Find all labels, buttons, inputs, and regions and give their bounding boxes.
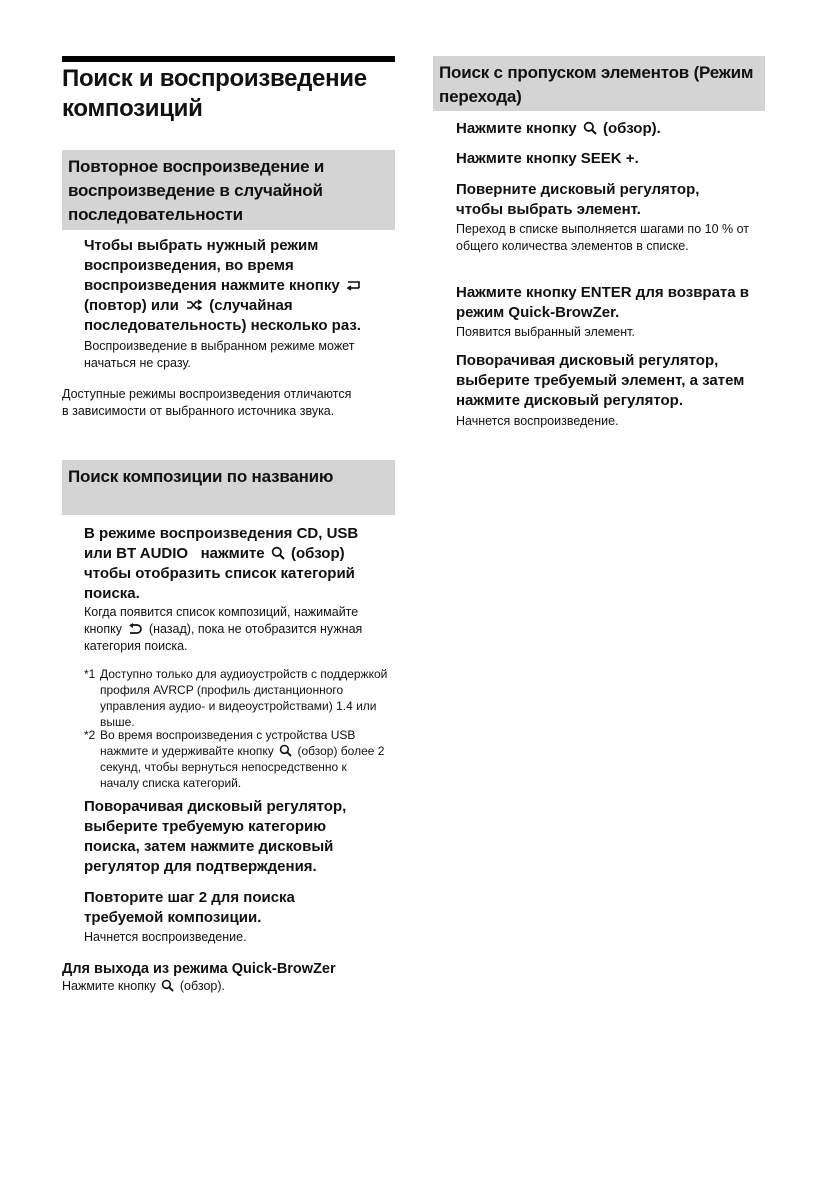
search-icon [279, 744, 292, 757]
section-title-repeat: Повторное воспроизведение и воспроизведение в случайной последовательности [68, 157, 325, 224]
title-step1-body-a: Когда появится список композиций, нажимайте кнопку [84, 605, 359, 636]
footnote-2-text-b: (обзор) более 2 секунд, чтобы вернуться непосредственно к началу списка категорий. [100, 744, 385, 790]
skip-step3-body: Переход в списке выполняется шагами по 10 % от общего количества элементов в списке. [456, 222, 749, 253]
repeat-step1-heading [84, 236, 389, 336]
skip-step4-heading: Нажмите кнопку ENTER для возврата в режим Quick-BrowZer. [456, 284, 750, 321]
title-step3-body: Начнется воспроизведение. [84, 930, 247, 944]
title-step3-heading: Повторите шаг 2 для поиска требуемой композиции. [84, 889, 295, 926]
title-step1-heading-b: нажмите [200, 545, 265, 562]
exit-body-a: Нажмите кнопку [62, 979, 156, 993]
title-step1-heading-a: В режиме воспроизведения CD, USB или BT AUDIO [84, 525, 359, 562]
skip-step4-body: Появится выбранный элемент. [456, 325, 635, 339]
exit-heading: Для выхода из режима Quick-BrowZer [62, 961, 336, 977]
page-title: Поиск и воспроизведение композиций [62, 65, 367, 122]
back-icon [127, 623, 143, 635]
repeat-step1-heading-c: (случайная последовательность) несколько раз. [84, 297, 361, 334]
repeat-step1-heading-b: (повтор) или [84, 297, 179, 314]
title-step1-heading [84, 524, 389, 604]
footnote-1-text: Доступно только для аудиоустройств с поддержкой профиля AVRCP (профиль дистанционного управления аудио- и видеоустройствами) 1.4 или выше. [100, 667, 388, 729]
shuffle-icon [185, 299, 203, 312]
skip-step1-heading [456, 119, 761, 139]
footnote-2-mark: *2 [84, 728, 96, 742]
title-step1-heading-c: (обзор) чтобы отобразить список категорий поиска. [84, 545, 355, 602]
section-header-skip [433, 56, 765, 111]
skip-step1-heading-a: Нажмите кнопку [456, 120, 577, 137]
section-title-skip: Поиск с пропуском элементов (Режим перехода) [439, 63, 754, 106]
skip-step3-heading: Поверните дисковый регулятор, чтобы выбрать элемент. [456, 181, 700, 218]
skip-step5-heading: Поворачивая дисковый регулятор, выберите требуемый элемент, а затем нажмите дисковый регулятор. [456, 352, 745, 409]
search-icon [271, 546, 285, 560]
skip-step2-heading: Нажмите кнопку SEEK +. [456, 150, 639, 167]
footnote-2 [84, 727, 389, 791]
search-icon [161, 979, 174, 992]
repeat-note: Доступные режимы воспроизведения отличаются в зависимости от выбранного источника звука. [62, 387, 352, 418]
title-step2-heading: Поворачивая дисковый регулятор, выберите требуемую категорию поиска, затем нажмите дисковый регулятор для подтверждения. [84, 798, 347, 875]
footnote-1-mark: *1 [84, 667, 96, 681]
section-title-title-search: Поиск композиции по названию [68, 467, 334, 486]
exit-body-b: (обзор). [179, 979, 225, 993]
footnote-1 [84, 666, 389, 730]
top-rule [62, 56, 395, 62]
repeat-icon [346, 279, 362, 292]
footnote-2-text-a: Во время воспроизведения с устройства USB нажмите и удерживайте кнопку [100, 728, 356, 758]
exit-body [62, 978, 395, 995]
repeat-step1-heading-a: Чтобы выбрать нужный режим воспроизведения, во время воспроизведения нажмите кнопку [84, 237, 340, 294]
skip-step1-heading-b: (обзор). [602, 120, 661, 137]
skip-step5-body: Начнется воспроизведение. [456, 414, 619, 428]
repeat-step1-body: Воспроизведение в выбранном режиме может начаться не сразу. [84, 339, 355, 370]
title-step1-body [84, 604, 374, 655]
footnote-2-text [100, 727, 389, 791]
search-icon [583, 121, 597, 135]
section-header-repeat [62, 150, 395, 230]
section-header-title-search [62, 460, 395, 515]
title-step1-body-b: (назад), пока не отобразится нужная категория поиска. [84, 622, 363, 653]
